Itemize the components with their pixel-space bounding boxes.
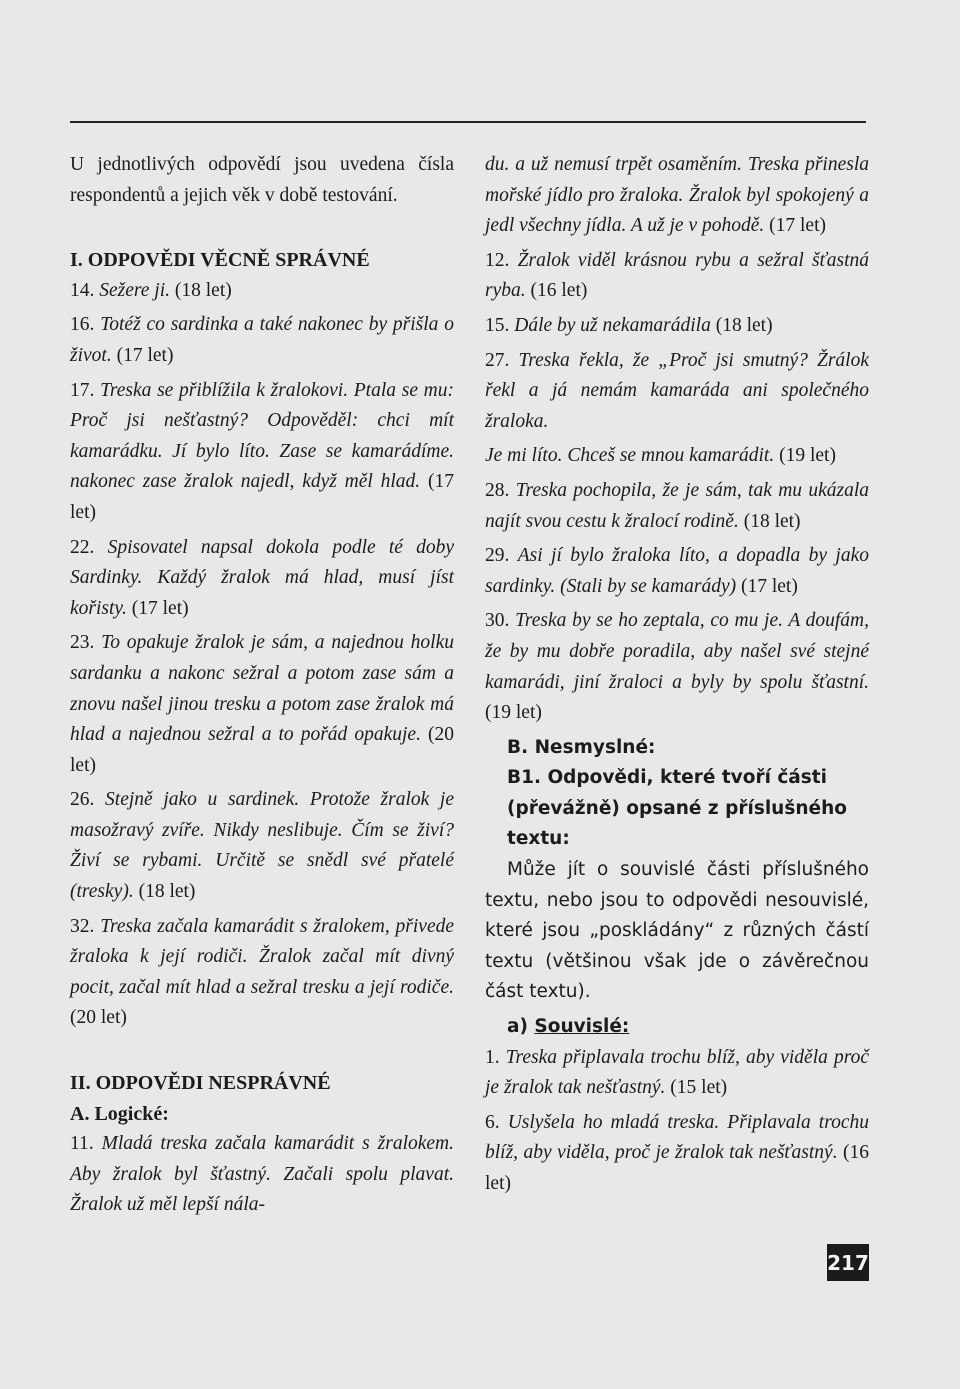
answer-23: 23. To opakuje žralok je sám, a najednou holku sardanku a nakonc sežral a potom zase sám a znovu našel jinou tresku a potom zase žralok má hlad a najednou sežral a to pořád opakuje. (20 let) <box>70 632 455 776</box>
section-1-heading: I. ODPOVĚDI VĚCNĚ SPRÁVNÉ <box>70 249 370 272</box>
answer-29: 29. Asi jí bylo žraloka líto, a dopadla by jako sardinky. (Stali by se kamarády) (17 let) <box>485 545 870 597</box>
intro-paragraph: U jednotlivých odpovědí jsou uvedena čísla respondentů a jejich věk v době testování. <box>70 154 454 206</box>
header-rule <box>70 121 866 123</box>
answer-11: 11. Mladá treska začala kamarádit s žralokem. Aby žralok byl šťastný. Začali spolu plavat. Žralok už měl lepší nála- <box>70 1133 455 1216</box>
answer-14: 14. Sežere ji. (18 let) <box>70 279 232 301</box>
answer-27: 27. Treska řekla, že „Proč jsi smutný? Žrálok řekl a já nemám kamaráda ani společného žraloka. <box>485 349 870 432</box>
subsection-a-heading: A. Logické: <box>70 1102 169 1125</box>
page-number: 217 <box>827 1244 869 1281</box>
b1-description: Může jít o souvislé části příslušného textu, nebo jsou to odpovědi nesouvislé, které jsou „poskládány“ z různých částí textu (většinou však jde o závěrečnou část textu). <box>485 859 869 1003</box>
answer-11-continued: du. a už nemusí trpět osaměním. Treska přinesla mořské jídlo pro žraloka. Žralok byl spokojený a jedl všechny jídla. A už je v pohodě. (17 let) <box>485 154 869 237</box>
answer-b-6: 6. Uslyšela ho mladá treska. Připlavala trochu blíž, aby viděla, proč je žralok tak nešťastný. (16 let) <box>485 1111 869 1194</box>
answer-b-1: 1. Treska připlavala trochu blíž, aby viděla proč je žralok tak nešťastný. (15 let) <box>485 1046 870 1099</box>
answer-22: 22. Spisovatel napsal dokola podle té doby Sardinky. Každý žralok má hlad, musí jíst kořisty. (17 let) <box>70 536 454 619</box>
answer-28: 28. Treska pochopila, že je sám, tak mu ukázala najít svou cestu k žralocí rodině. (18 let) <box>485 479 870 532</box>
left-column <box>70 150 454 1225</box>
answer-17: 17. Treska se přiblížila k žralokovi. Ptala se mu: Proč jsi nešťastný? Odpověděl: chci mít kamarádku. Jí bylo líto. Zase se kamarádíme. nakonec zase žralok najedl, když měl hlad. (17 let) <box>70 379 455 523</box>
answer-32: 32. Treska začala kamarádit s žralokem, přivede žraloka k její rodiči. Žralok začal mít divný pocit, začal mít hlad a sežral tresku a její rodiče. (20 let) <box>70 915 455 1029</box>
answer-16: 16. Totéž co sardinka a také nakonec by přišla o život. (17 let) <box>70 314 455 366</box>
answer-12: 12. Žralok viděl krásnou rybu a sežral šťastná ryba. (16 let) <box>485 249 869 302</box>
answer-26: 26. Stejně jako u sardinek. Protože žralok je masožravý zvíře. Nikdy neslibuje. Čím se živí? Živí se rybami. Určitě se snědl své přatelé (tresky). (18 let) <box>70 789 454 903</box>
section-2-heading: II. ODPOVĚDI NESPRÁVNÉ <box>70 1072 331 1095</box>
answer-27-part2: Je mi líto. Chceš se mnou kamarádit. (19 let) <box>485 445 836 467</box>
right-column <box>485 150 869 1204</box>
answer-30: 30. Treska by se ho zeptala, co mu je. A doufám, že by mu dobře poradila, aby našel své stejné kamarádi, jiní žraloci a byly by spolu šťastní. (19 let) <box>485 610 870 724</box>
answer-15: 15. Dále by už nekamarádila (18 let) <box>485 314 773 336</box>
subsection-a-continuous-heading: a) Souvislé: <box>507 1016 630 1038</box>
subsection-b1-heading: B1. Odpovědi, které tvoří části (převážně) opsané z příslušného textu: <box>507 767 847 850</box>
subsection-b-heading: B. Nesmyslné: <box>507 736 656 758</box>
